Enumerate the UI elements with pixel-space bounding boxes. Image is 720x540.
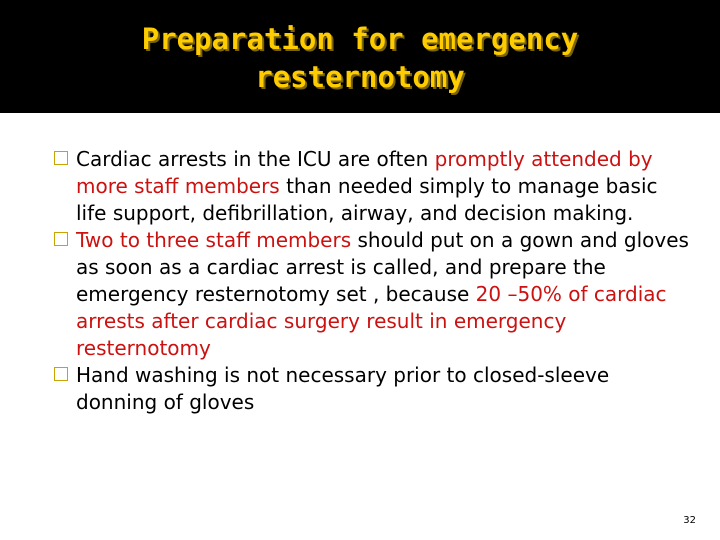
bullet-box-icon [54,151,68,165]
bullet-2-text: should put on a gown and gloves as soon as a cardiac arrest is called, and prepare the emergency resternotomy set , because [76,228,689,306]
bullet-box-icon [54,367,68,381]
bullet-box-icon [54,232,68,246]
bullet-2-highlight-2: 20 –50% of cardiac arrests after cardiac surgery result in emergency resternotomy [76,282,667,360]
bullet-item-2 [54,227,694,362]
page-number: 32 [683,515,696,526]
bullet-list [54,146,694,416]
bullet-1-text-2: than needed simply to manage basic life support, defibrillation, airway, and decision making. [76,174,658,225]
bullet-3-text: Hand washing is not necessary prior to closed-sleeve donning of gloves [76,363,610,414]
bullet-item-3 [54,362,694,416]
bullet-1-highlight: promptly attended by more staff members [76,147,653,198]
slide-title-line-1: Preparation for emergency [141,22,579,56]
slide-title-line-2: resternotomy [255,60,465,94]
bullet-item-1 [54,146,694,227]
slide-title [0,20,720,96]
bullet-2-highlight-1: Two to three staff members [76,228,352,252]
bullet-1-text-1: Cardiac arrests in the ICU are often [76,147,435,171]
